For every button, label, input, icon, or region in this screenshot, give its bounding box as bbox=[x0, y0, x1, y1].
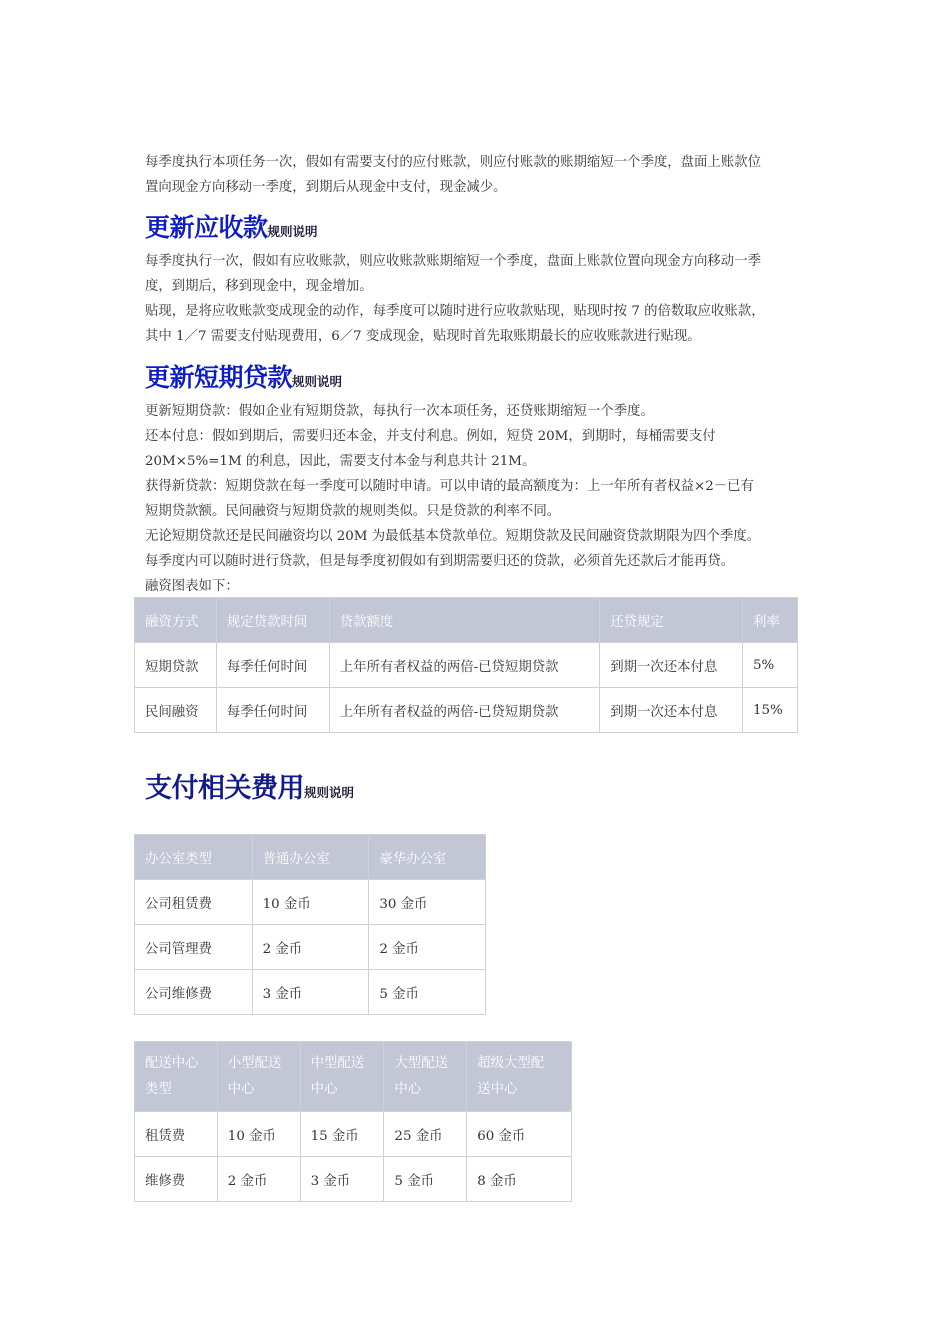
receivable-line: 贴现，是将应收账款变成现金的动作，每季度可以随时进行应收款贴现，贴现时按 7 的倍数取应收账款， bbox=[145, 304, 765, 319]
header-line: 配送中心 bbox=[145, 1055, 199, 1071]
table-header-cell: 豪华办公室 bbox=[369, 835, 486, 880]
table-header-cell bbox=[135, 1042, 218, 1112]
loan-line: 融资图表如下： bbox=[145, 579, 239, 594]
table-cell: 15 金币 bbox=[300, 1112, 384, 1157]
table-row bbox=[135, 970, 486, 1015]
table-header-cell: 利率 bbox=[742, 598, 797, 643]
table-cell: 25 金币 bbox=[384, 1112, 467, 1157]
table-cell: 每季任何时间 bbox=[216, 643, 329, 688]
table-row bbox=[135, 643, 798, 688]
header-line: 中心 bbox=[227, 1081, 255, 1097]
loan-line: 20M×5%=1M 的利息，因此，需要支付本金与利息共计 21M。 bbox=[145, 454, 536, 469]
header-line: 大型配送 bbox=[394, 1055, 448, 1071]
table-header-cell: 规定贷款时间 bbox=[216, 598, 329, 643]
header-line: 送中心 bbox=[477, 1081, 518, 1097]
table-cell: 公司租赁费 bbox=[135, 880, 253, 925]
table-cell: 15% bbox=[742, 688, 797, 733]
table-cell: 维修费 bbox=[135, 1157, 218, 1202]
table-cell: 10 金币 bbox=[252, 880, 369, 925]
table-cell: 5 金币 bbox=[369, 970, 486, 1015]
receivable-line: 度，到期后，移到现金中，现金增加。 bbox=[145, 279, 373, 294]
table-cell: 租赁费 bbox=[135, 1112, 218, 1157]
loan-title: 更新短期贷款 bbox=[145, 363, 293, 392]
intro-line: 每季度执行本项任务一次，假如有需要支付的应付账款，则应付账款的账期缩短一个季度，盘面上账款位 bbox=[145, 155, 761, 170]
table-header-cell: 融资方式 bbox=[135, 598, 217, 643]
table-header-row bbox=[135, 835, 486, 880]
receivable-line: 每季度执行一次，假如有应收账款，则应收账款账期缩短一个季度，盘面上账款位置向现金方向移动一季 bbox=[145, 254, 761, 269]
receivable-paragraph bbox=[145, 249, 807, 349]
table-cell: 10 金币 bbox=[217, 1112, 300, 1157]
table-cell: 每季任何时间 bbox=[216, 688, 329, 733]
loan-line: 更新短期贷款：假如企业有短期贷款，每执行一次本项任务，还贷账期缩短一个季度。 bbox=[145, 404, 654, 419]
intro-line: 置向现金方向移动一季度，到期后从现金中支付，现金减少。 bbox=[145, 180, 507, 195]
table-cell: 2 金币 bbox=[217, 1157, 300, 1202]
loan-line: 短期贷款额。民间融资与短期贷款的规则类似。只是贷款的利率不同。 bbox=[145, 504, 561, 519]
table-cell: 8 金币 bbox=[467, 1157, 572, 1202]
table-header-cell: 普通办公室 bbox=[252, 835, 369, 880]
loan-heading bbox=[145, 358, 342, 394]
table-cell: 2 金币 bbox=[252, 925, 369, 970]
table-header-cell bbox=[217, 1042, 300, 1112]
intro-paragraph bbox=[145, 150, 807, 200]
table-cell: 30 金币 bbox=[369, 880, 486, 925]
table-cell: 民间融资 bbox=[135, 688, 217, 733]
table-header-cell: 还贷规定 bbox=[600, 598, 743, 643]
table-row bbox=[135, 880, 486, 925]
loan-paragraph bbox=[145, 399, 807, 599]
table-cell: 到期一次还本付息 bbox=[600, 643, 743, 688]
fees-subtitle: 规则说明 bbox=[304, 785, 355, 800]
header-line: 超级大型配 bbox=[477, 1055, 545, 1071]
table-cell: 公司维修费 bbox=[135, 970, 253, 1015]
table-header-cell bbox=[467, 1042, 572, 1112]
receivable-heading bbox=[145, 208, 318, 244]
table-header-cell: 办公室类型 bbox=[135, 835, 253, 880]
table-row bbox=[135, 1157, 572, 1202]
table-header-cell bbox=[384, 1042, 467, 1112]
loan-line: 无论短期贷款还是民间融资均以 20M 为最低基本贷款单位。短期贷款及民间融资贷款期限为四个季度。 bbox=[145, 529, 761, 544]
table-header-row bbox=[135, 1042, 572, 1112]
table-cell: 2 金币 bbox=[369, 925, 486, 970]
table-header-row bbox=[135, 598, 798, 643]
table-cell: 5% bbox=[742, 643, 797, 688]
loan-line: 还本付息：假如到期后，需要归还本金，并支付利息。例如，短贷 20M，到期时，每桶需要支付 bbox=[145, 429, 716, 444]
table-cell: 公司管理费 bbox=[135, 925, 253, 970]
loan-subtitle: 规则说明 bbox=[292, 374, 343, 389]
table-cell: 上年所有者权益的两倍-已贷短期贷款 bbox=[329, 688, 600, 733]
office-fee-table bbox=[134, 834, 486, 1015]
header-line: 中心 bbox=[310, 1081, 338, 1097]
table-cell: 5 金币 bbox=[384, 1157, 467, 1202]
header-line: 中心 bbox=[394, 1081, 422, 1097]
fees-title: 支付相关费用 bbox=[145, 773, 304, 804]
fees-heading bbox=[145, 766, 354, 805]
financing-table bbox=[134, 597, 798, 733]
receivable-subtitle: 规则说明 bbox=[267, 224, 318, 239]
table-cell: 到期一次还本付息 bbox=[600, 688, 743, 733]
loan-line: 每季度内可以随时进行贷款，但是每季度初假如有到期需要归还的贷款，必须首先还款后才能再贷。 bbox=[145, 554, 735, 569]
header-line: 小型配送 bbox=[227, 1055, 282, 1071]
table-header-cell bbox=[300, 1042, 384, 1112]
distribution-center-fee-table bbox=[134, 1041, 572, 1202]
table-cell: 上年所有者权益的两倍-已贷短期贷款 bbox=[329, 643, 600, 688]
table-row bbox=[135, 688, 798, 733]
table-row bbox=[135, 1112, 572, 1157]
table-cell: 短期贷款 bbox=[135, 643, 217, 688]
receivable-line: 其中 1／7 需要支付贴现费用，6／7 变成现金，贴现时首先取账期最长的应收账款进行贴现。 bbox=[145, 329, 701, 344]
table-cell: 3 金币 bbox=[252, 970, 369, 1015]
table-cell: 60 金币 bbox=[467, 1112, 572, 1157]
table-header-cell: 贷款额度 bbox=[329, 598, 600, 643]
table-cell: 3 金币 bbox=[300, 1157, 384, 1202]
header-line: 中型配送 bbox=[310, 1055, 365, 1071]
receivable-title: 更新应收款 bbox=[145, 213, 268, 242]
header-line: 类型 bbox=[145, 1081, 172, 1097]
loan-line: 获得新贷款：短期贷款在每一季度可以随时申请。可以申请的最高额度为：上一年所有者权益×2－已有 bbox=[145, 479, 754, 494]
table-row bbox=[135, 925, 486, 970]
